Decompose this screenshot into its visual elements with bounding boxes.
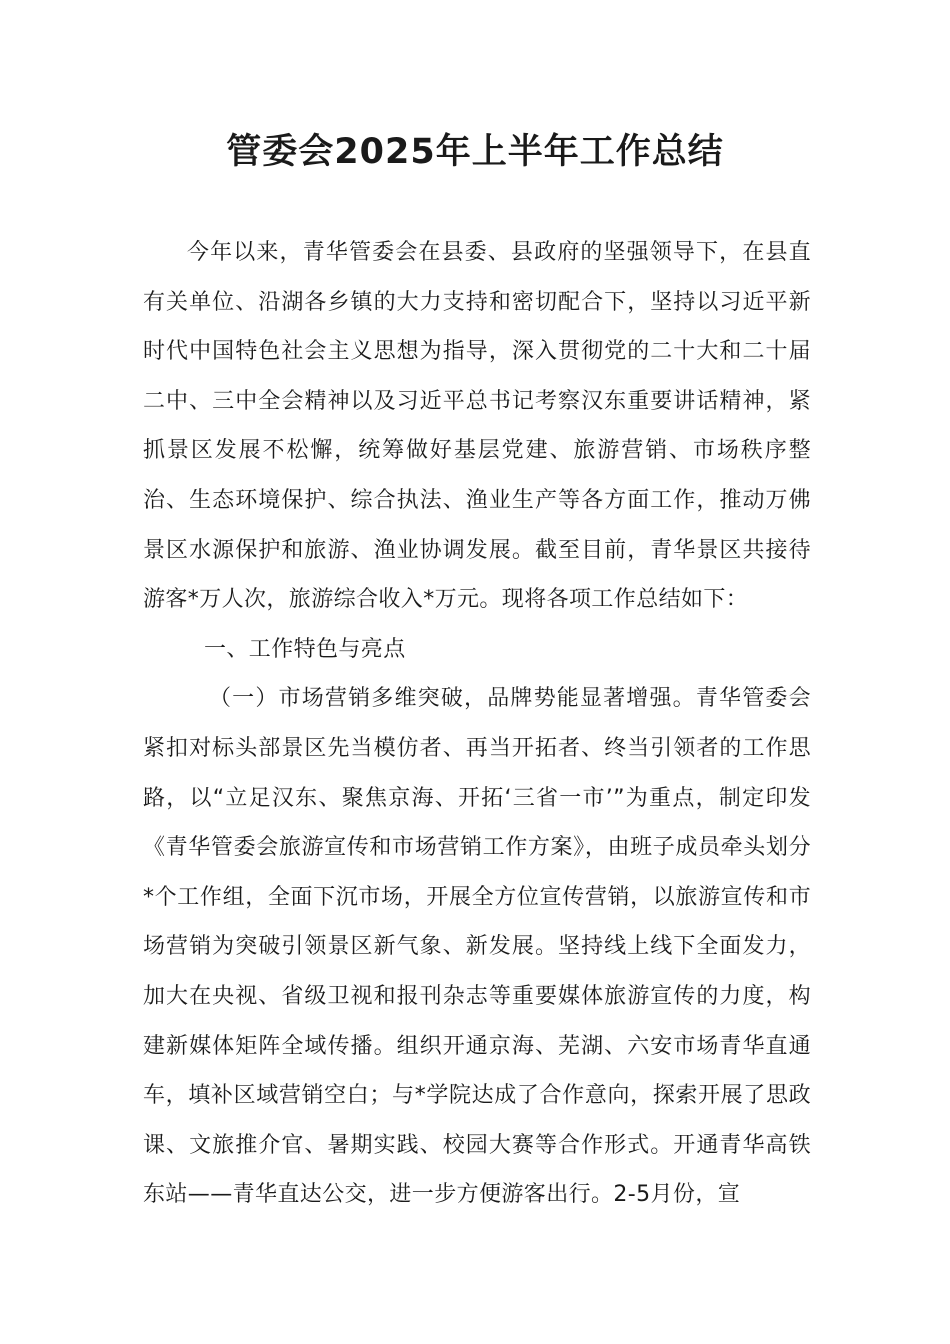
document-title: 管委会2025年上半年工作总结 (226, 132, 724, 172)
intro-paragraph: 今年以来，青华管委会在县委、县政府的坚强领导下，在县直有关单位、沿湖各乡镇的大力支持和密切配合下，坚持以习近平新时代中国特色社会主义思想为指导，深入贯彻党的二十大和二十届二中、三中全会精神以及习近平总书记考察汉东重要讲话精神，紧抓景区发展不松懈，统筹做好基层党建、旅游营销、市场秩序整治、生态环境保护、综合执法、渔业生产等各方面工作，推动万佛景区水源保护和旅游、渔业协调发展。截至目前，青华景区共接待游客*万人次，旅游综合收入*万元。现将各项工作总结如下： (143, 240, 811, 613)
document-body (143, 228, 811, 1220)
section-paragraph: （一）市场营销多维突破，品牌势能显著增强。青华管委会紧扣对标头部景区先当模仿者、再当开拓者、终当引领者的工作思路，以“立足汉东、聚焦京海、开拓‘三省一市’”为重点，制定印发《青华管委会旅游宣传和市场营销工作方案》，由班子成员牵头划分*个工作组，全面下沉市场，开展全方位宣传营销，以旅游宣传和市场营销为突破引领景区新气象、新发展。坚持线上线下全面发力，加大在央视、省级卫视和报刊杂志等重要媒体旅游宣传的力度，构建新媒体矩阵全域传播。组织开通京海、芜湖、六安市场青华直通车，填补区域营销空白；与*学院达成了合作意向，探索开展了思政课、文旅推介官、暑期实践、校园大赛等合作形式。开通青华高铁东站——青华直达公交，进一步方便游客出行。2-5月份，宣 (143, 686, 811, 1208)
section-heading: 一、工作特色与亮点 (204, 636, 406, 662)
